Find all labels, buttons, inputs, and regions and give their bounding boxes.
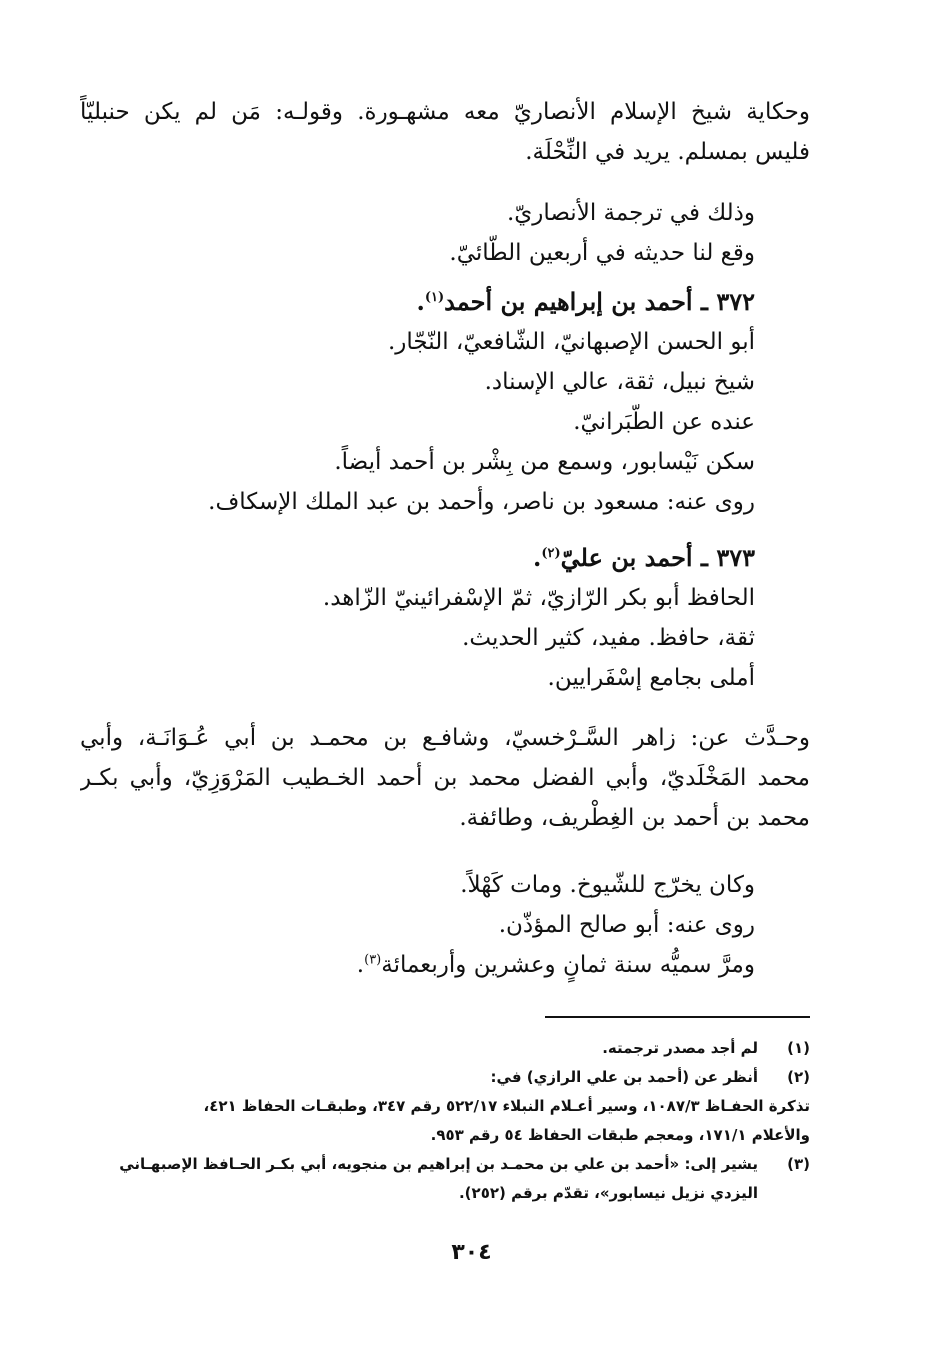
text-line: وذلك في ترجمة الأنصاريّ.	[506, 200, 755, 226]
text-line: محمد المَخْلَديّ، وأبي الفضل محمد بن أحمد الخـطيب المَرْوَزِيّ، وأبي بكـر	[80, 765, 810, 791]
footnote-text: أنظر عن (أحمد بن علي الرازي) في:	[490, 1068, 758, 1086]
text-line: أملى بجامع إسْفَرايين.	[547, 665, 755, 691]
text-line: وقع لنا حديثه في أربعين الطّائيّ.	[449, 240, 755, 266]
entry-title: ٣٧٢ ـ أحمد بن إبراهيم بن أحمد	[444, 287, 755, 316]
text-line: فليس بمسلم. يريد في النِّحْلَة.	[525, 139, 810, 165]
entry-heading: ٣٧٣ ـ أحمد بن عليّ$^{(٢)}$.	[533, 543, 755, 572]
text-line	[80, 945, 810, 985]
footnotes	[80, 1034, 810, 1208]
footnote-text: اليزدي نزيل نيسابور»، تقدّم برقم (٢٥٢).	[458, 1184, 758, 1202]
footnote-text: تذكرة الحفـاظ ١٠٨٧/٣، وسير أعـلام النبلاء ٥٢٢/١٧ رقم ٣٤٧، وطبقـات الحفاظ ٤٢١،	[203, 1097, 810, 1115]
footnote-number: (٣)	[787, 1155, 810, 1173]
entry-373	[80, 538, 810, 698]
entry-372	[80, 282, 810, 522]
text-span: ومرَّ سميُّه سنة ثمانٍ وعشرين وأربعمائة	[381, 952, 755, 978]
footnote-text: يشير إلى: «أحمد بن علي بن محمـد بن إبراهيم بن منجويه، أبي بكـر الحـافظ الإصبهـاني	[119, 1155, 758, 1173]
footnote-separator	[545, 1016, 810, 1018]
page-number: ٣٠٤	[451, 1240, 492, 1265]
text-line: سكن نَيْسابور، وسمع من بِشْر بن أحمد أيضاً.	[334, 449, 755, 475]
footnote-2	[80, 1063, 810, 1092]
text-line: محمد بن أحمد بن الغِطْريف، وطائفة.	[459, 805, 810, 831]
footnote-ref: (١)	[424, 290, 445, 305]
footnote-ref: (٢)	[541, 546, 561, 561]
footnote-3	[80, 1150, 810, 1179]
footnote-number: (١)	[787, 1039, 810, 1057]
footnote-number: (٢)	[787, 1068, 810, 1086]
text-line: وحـدَّث عن: زاهر السَّـرْخسيّ، وشافـع بن محمـد بن أبي عُـوَانَـة، وأبي	[80, 725, 810, 751]
paragraph-ansari-note	[80, 193, 810, 273]
footnote-text: والأعلام ١٧١/١، ومعجم طبقات الحفاظ ٥٤ رقم ٩٥٣.	[430, 1126, 810, 1144]
text-line: الحافظ أبو بكر الرّازيّ، ثمّ الإسْفرائينيّ الزّاهد.	[322, 585, 755, 611]
text-span: .	[356, 952, 365, 978]
entry-title: ٣٧٣ ـ أحمد بن عليّ	[560, 543, 755, 572]
entry-373-closing	[80, 865, 810, 985]
footnote-1	[80, 1034, 810, 1063]
entry-373-teachers	[80, 718, 810, 838]
text-line: أبو الحسن الإصبهانيّ، الشّافعيّ، النّجّار.	[388, 329, 755, 355]
text-line: وكان يخرّج للشّيوخ. ومات كَهْلاً.	[460, 872, 755, 898]
text-line: ثقة، حافظ. مفيد، كثير الحديث.	[462, 625, 755, 651]
text-line: روى عنه: أبو صالح المؤذّن.	[498, 912, 755, 938]
entry-heading: ٣٧٢ ـ أحمد بن إبراهيم بن أحمد$^{(١)}$.	[416, 287, 755, 316]
text-line: عنده عن الطّبَرانيّ.	[573, 409, 755, 435]
text-line: وحكاية شيخ الإسلام الأنصاريّ معه مشهـورة. وقولـه: مَن لم يكن حنبليّاً	[80, 99, 810, 125]
footnote-ref: (٣)	[364, 952, 382, 968]
text-line: شيخ نبيل، ثقة، عالي الإسناد.	[484, 369, 755, 395]
paragraph-ansari-story	[80, 92, 810, 172]
text-line: روى عنه: مسعود بن ناصر، وأحمد بن عبد الملك الإسكاف.	[208, 489, 755, 515]
footnote-text: لم أجد مصدر ترجمته.	[602, 1039, 758, 1057]
